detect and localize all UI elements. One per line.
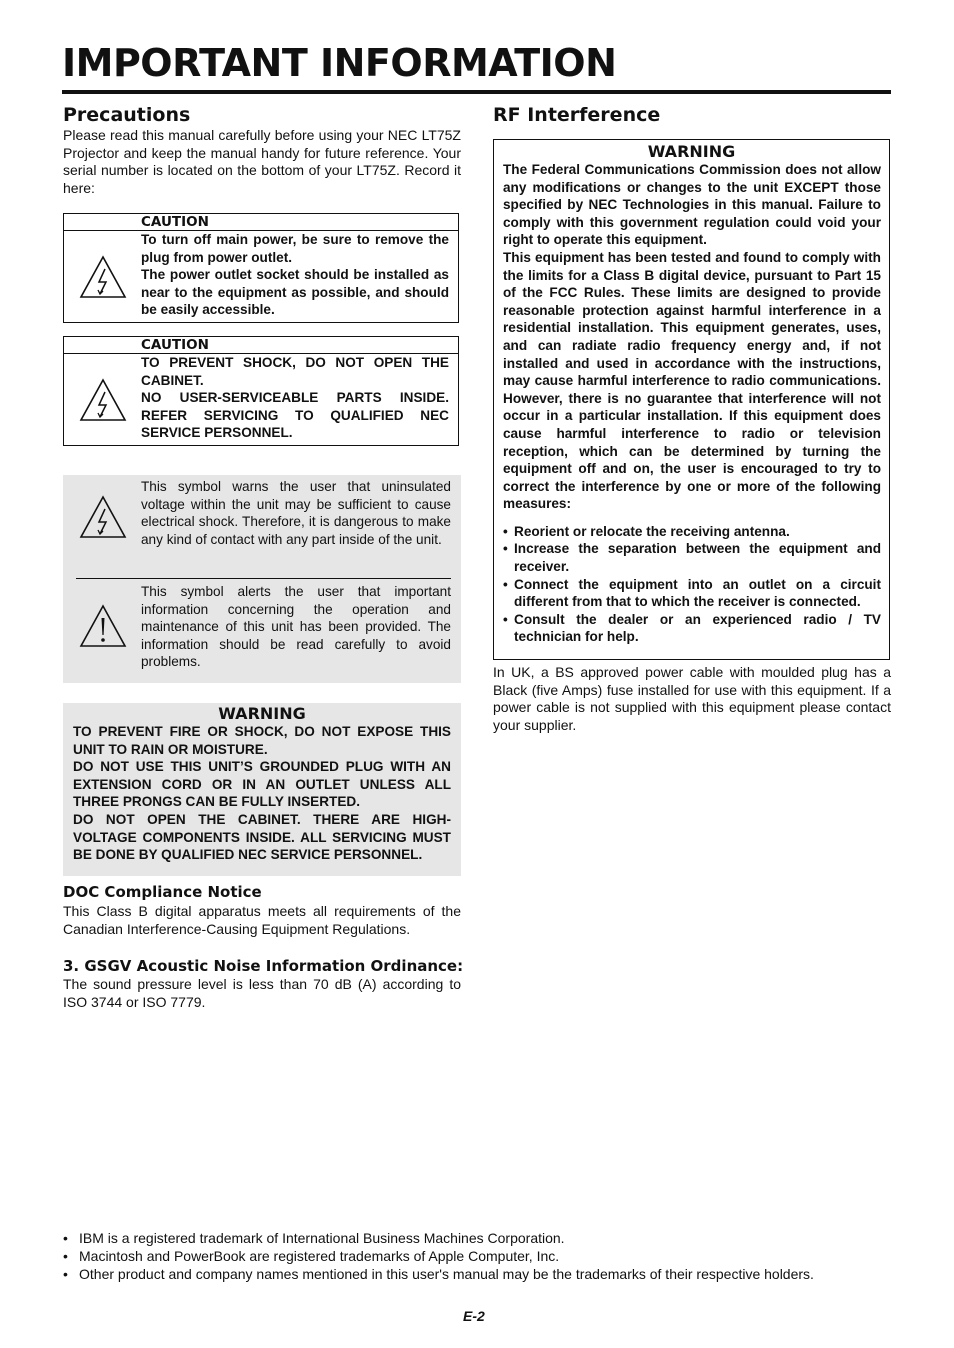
warning-panel bbox=[63, 703, 461, 876]
rf-warning-text: The Federal Communications Commission does not allow any modifications or changes to the unit EXCEPT those specified by NEC Technologies in this manual. Failure to comply with this government regulation could void your right to operate this equipment. This equipment has been tested and found to comply with the limits for a Class B digital device, pursuant to Part 15 of the FCC Rules. These limits are designed to provide reasonable protection against harmful interference in a residential installation. This equipment generates, uses, and can radiate radio frequency energy and, if not installed and used in accordance with the instructions, may cause harmful interference to radio communications. However, there is no guarantee that interference will not occur in a particular installation. If this equipment does cause harmful interference to radio or television reception, which can be determined by turning the equipment off and on, the user is encouraged to try to correct the interference by one or more of the following measures: • Reorient or relocate the receiving antenna. • Increase the separation between the equipment and receiver. • Connect the equipment into an outlet on a circuit different from that to which the receiver is connected. • Consult the dealer or an experienced radio / TV technician for help. bbox=[503, 161, 881, 646]
symbol-description: This symbol alerts the user that important information concerning the operation and maintenance of this unit has been provided. The information should be read carefully to avoid problems. bbox=[141, 584, 451, 670]
page-title: IMPORTANT INFORMATION bbox=[62, 41, 617, 85]
list-item: • Increase the separation between the equipment and receiver. bbox=[503, 540, 881, 575]
uk-power-cable-note: In UK, a BS approved power cable with moulded plug has a Black (five Amps) fuse installed for use with this equipment. If a power cable is not supplied with this equipment please contact your supplier. bbox=[493, 664, 891, 733]
lightning-warning-icon bbox=[78, 254, 128, 300]
symbols-panel bbox=[63, 475, 461, 683]
exclamation-warning-icon bbox=[78, 603, 128, 649]
caution-box-1 bbox=[63, 213, 459, 323]
gsgv-heading: 3. GSGV Acoustic Noise Information Ordinance: bbox=[63, 957, 464, 975]
lightning-warning-icon bbox=[78, 377, 128, 423]
list-item: • Consult the dealer or an experienced radio / TV technician for help. bbox=[503, 611, 881, 646]
caution-header bbox=[64, 214, 458, 231]
symbol-description: This symbol warns the user that uninsulated voltage within the unit may be sufficient to cause electrical shock. Therefore, it is dangerous to make any kind of contact with any part inside of the unit. bbox=[141, 479, 451, 547]
rf-measures-list bbox=[503, 523, 881, 646]
doc-compliance-heading: DOC Compliance Notice bbox=[63, 883, 262, 901]
precautions-intro: Please read this manual carefully before using your NEC LT75Z Projector and keep the manual handy for future reference. Your serial number is located on the bottom of your LT75Z. Record it here: bbox=[63, 127, 461, 196]
page-number: E-2 bbox=[463, 1308, 485, 1324]
warning-label: WARNING bbox=[218, 704, 306, 723]
caution-text: TO PREVENT SHOCK, DO NOT OPEN THE CABINET. NO USER-SERVICEABLE PARTS INSIDE. REFER SERVICING TO QUALIFIED NEC SERVICE PERSONNEL. bbox=[141, 355, 449, 441]
title-rule bbox=[62, 90, 891, 94]
caution-label: CAUTION bbox=[141, 214, 209, 230]
trademark-footnotes bbox=[63, 1229, 923, 1283]
caution-text: To turn off main power, be sure to remove the plug from power outlet. The power outlet socket should be installed as near to the equipment as possible, and should be easily accessible. bbox=[141, 232, 449, 318]
list-item: • Macintosh and PowerBook are registered trademarks of Apple Computer, Inc. bbox=[63, 1247, 923, 1265]
rf-interference-heading: RF Interference bbox=[493, 104, 661, 126]
caution-header bbox=[64, 337, 458, 354]
gsgv-text: The sound pressure level is less than 70 dB (A) according to ISO 3744 or ISO 7779. bbox=[63, 976, 461, 1010]
lightning-warning-icon bbox=[78, 494, 128, 540]
list-item: • IBM is a registered trademark of International Business Machines Corporation. bbox=[63, 1229, 923, 1247]
symbol-divider bbox=[76, 578, 451, 579]
list-item: • Other product and company names mentioned in this user's manual may be the trademarks of their respective holders. bbox=[63, 1265, 923, 1283]
rf-warning-box bbox=[493, 139, 890, 660]
doc-compliance-text: This Class B digital apparatus meets all requirements of the Canadian Interference-Causing Equipment Regulations. bbox=[63, 903, 461, 937]
list-item: • Reorient or relocate the receiving antenna. bbox=[503, 523, 881, 541]
caution-box-2 bbox=[63, 336, 459, 446]
precautions-heading: Precautions bbox=[63, 104, 191, 126]
list-item: • Connect the equipment into an outlet on a circuit different from that to which the receiver is connected. bbox=[503, 576, 881, 611]
warning-label: WARNING bbox=[647, 142, 736, 161]
warning-text: TO PREVENT FIRE OR SHOCK, DO NOT EXPOSE THIS UNIT TO RAIN OR MOISTURE. DO NOT USE THIS UNIT’S GROUNDED PLUG WITH AN EXTENSION CORD OR IN AN OUTLET UNLESS ALL THREE PRONGS CAN BE FULLY INSERTED. DO NOT OPEN THE CABINET. THERE ARE HIGH-VOLTAGE COMPONENTS INSIDE. ALL SERVICING MUST BE DONE BY QUALIFIED NEC SERVICE PERSONNEL. bbox=[73, 724, 451, 863]
caution-label: CAUTION bbox=[141, 337, 209, 353]
